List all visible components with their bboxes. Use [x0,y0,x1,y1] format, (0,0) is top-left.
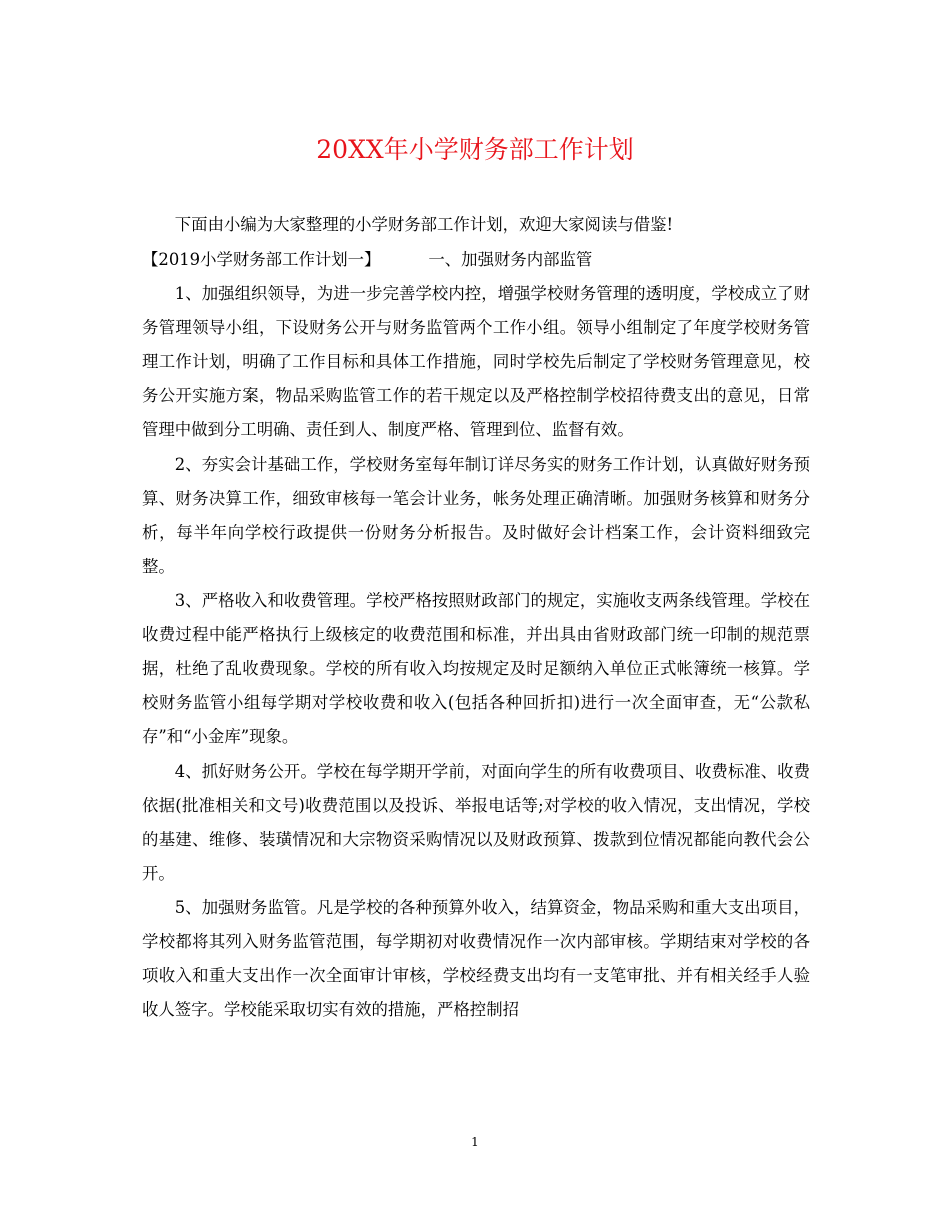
document-title: 20XX年小学财务部工作计划 [316,135,634,164]
plan-label: 【2019小学财务部工作计划一】 [142,249,381,269]
intro-paragraph: 下面由小编为大家整理的小学财务部工作计划，欢迎大家阅读与借鉴! [174,215,674,234]
paragraph-4: 4、抓好财务公开。学校在每学期开学前，对面向学生的所有收费项目、收费标准、收费依据(批准相关和文号)收费范围以及投诉、举报电话等;对学校的收入情况，支出情况，学校的基建、维修、装璜情况和大宗物资采购情况以及财政预算、拨款到位情况都能向教代会公开。 [142,761,810,883]
section-heading: 一、加强财务内部监管 [428,249,593,269]
plan-heading-line [142,243,810,277]
paragraph-2: 2、夯实会计基础工作，学校财务室每年制订详尽务实的财务工作计划，认真做好财务预算、财务决算工作，细致审核每一笔会计业务，帐务处理正确清晰。加强财务核算和财务分析，每半年向学校行政提供一份财务分析报告。及时做好会计档案工作，会计资料细致完整。 [142,454,810,576]
page-number: 1 [471,1135,479,1149]
paragraph-3: 3、严格收入和收费管理。学校严格按照财政部门的规定，实施收支两条线管理。学校在收费过程中能严格执行上级核定的收费范围和标准，并出具由省财政部门统一印制的规范票据，杜绝了乱收费现象。学校的所有收入均按规定及时足额纳入单位正式帐簿统一核算。学校财务监管小组每学期对学校收费和收入(包括各种回折扣)进行一次全面审查，无“公款私存”和“小金库”现象。 [142,591,810,746]
paragraph-5: 5、加强财务监管。凡是学校的各种预算外收入，结算资金，物品采购和重大支出项目，学校都将其列入财务监管范围，每学期初对收费情况作一次内部审核。学期结束对学校的各项收入和重大支出作一次全面审计审核，学校经费支出均有一支笔审批、并有相关经手人验收人签字。学校能采取切实有效的措施，严格控制招 [142,898,810,1019]
paragraph-1: 1、加强组织领导，为进一步完善学校内控，增强学校财务管理的透明度，学校成立了财务管理领导小组，下设财务公开与财务监管两个工作小组。领导小组制定了年度学校财务管理工作计划，明确了工作目标和具体工作措施，同时学校先后制定了学校财务管理意见，校务公开实施方案，物品采购监管工作的若干规定以及严格控制学校招待费支出的意见，日常管理中做到分工明确、责任到人、制度严格、管理到位、监督有效。 [142,284,810,439]
document-body [142,208,810,1028]
